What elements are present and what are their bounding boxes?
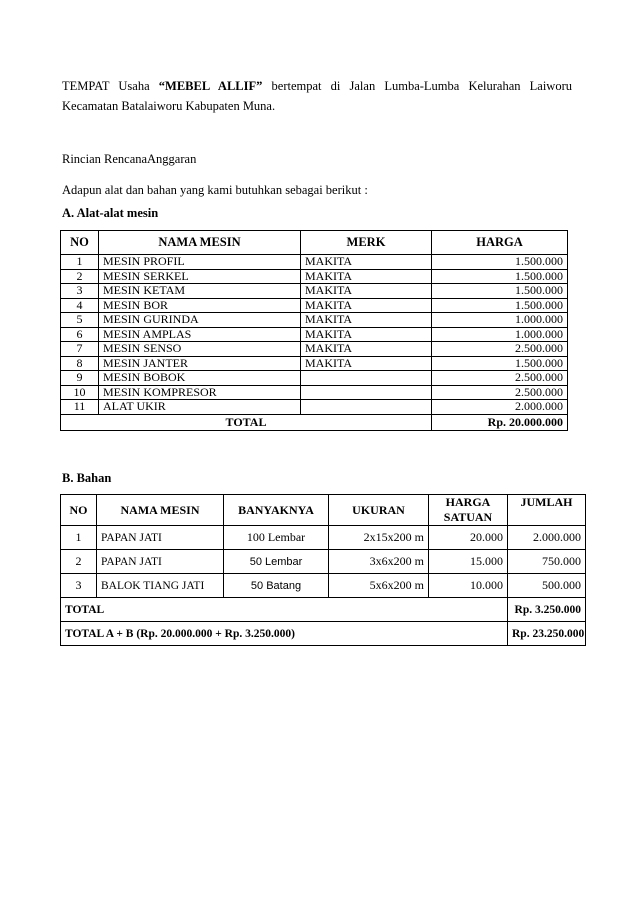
cell-harga: 2.000.000 [432, 400, 568, 415]
cell-nama-mesin: PAPAN JATI [97, 526, 224, 550]
table-row [61, 342, 568, 357]
table-row [61, 356, 568, 371]
cell-harga-satuan: 15.000 [429, 550, 508, 574]
grand-total-row [61, 622, 586, 646]
header-nama-mesin: NAMA MESIN [99, 231, 301, 255]
cell-no: 1 [61, 255, 99, 270]
cell-merk: MAKITA [301, 342, 432, 357]
cell-merk: MAKITA [301, 327, 432, 342]
table-row [61, 526, 586, 550]
header-jumlah: JUMLAH [508, 495, 586, 526]
table-row [61, 327, 568, 342]
header-no: NO [61, 231, 99, 255]
table-row [61, 298, 568, 313]
total-label: TOTAL [61, 598, 508, 622]
cell-harga: 1.500.000 [432, 255, 568, 270]
intro-suffix: bertempat di Jalan Lumba-Lumba Kelurahan Laiworu Kecamatan Batalaiworu Kabupaten Muna. [62, 79, 572, 113]
cell-ukuran: 5x6x200 m [329, 574, 429, 598]
cell-jumlah: 750.000 [508, 550, 586, 574]
table-row [61, 371, 568, 386]
cell-harga: 1.500.000 [432, 356, 568, 371]
total-value: Rp. 3.250.000 [508, 598, 586, 622]
cell-harga: 1.000.000 [432, 313, 568, 328]
cell-nama-mesin: MESIN PROFIL [99, 255, 301, 270]
intro-paragraph [62, 76, 572, 116]
table-header-row [61, 231, 568, 255]
table-row [61, 313, 568, 328]
cell-merk [301, 371, 432, 386]
table-row [61, 400, 568, 415]
cell-harga: 1.000.000 [432, 327, 568, 342]
grand-total-value: Rp. 23.250.000 [508, 622, 586, 646]
adapun-paragraph: Adapun alat dan bahan yang kami butuhkan sebagai berikut : [62, 183, 368, 197]
cell-no: 3 [61, 574, 97, 598]
cell-merk [301, 400, 432, 415]
cell-nama-mesin: MESIN BOBOK [99, 371, 301, 386]
cell-merk: MAKITA [301, 356, 432, 371]
header-banyaknya: BANYAKNYA [224, 495, 329, 526]
total-row [61, 414, 568, 430]
cell-no: 1 [61, 526, 97, 550]
header-merk: MERK [301, 231, 432, 255]
cell-no: 2 [61, 269, 99, 284]
cell-harga: 1.500.000 [432, 269, 568, 284]
cell-merk: MAKITA [301, 298, 432, 313]
cell-banyaknya: 100 Lembar [224, 526, 329, 550]
table-header-row [61, 495, 586, 526]
table-row [61, 385, 568, 400]
cell-no: 10 [61, 385, 99, 400]
cell-no: 2 [61, 550, 97, 574]
cell-no: 7 [61, 342, 99, 357]
cell-nama-mesin: MESIN KETAM [99, 284, 301, 299]
table-row [61, 550, 586, 574]
cell-no: 8 [61, 356, 99, 371]
cell-harga: 2.500.000 [432, 385, 568, 400]
cell-no: 9 [61, 371, 99, 386]
cell-harga: 1.500.000 [432, 298, 568, 313]
cell-merk [301, 385, 432, 400]
cell-nama-mesin: MESIN AMPLAS [99, 327, 301, 342]
section-a-heading: A. Alat-alat mesin [62, 206, 159, 220]
cell-merk: MAKITA [301, 313, 432, 328]
cell-jumlah: 2.000.000 [508, 526, 586, 550]
machines-table [60, 230, 568, 431]
table-row [61, 255, 568, 270]
cell-no: 6 [61, 327, 99, 342]
cell-no: 4 [61, 298, 99, 313]
total-value: Rp. 20.000.000 [432, 414, 568, 430]
cell-harga: 1.500.000 [432, 284, 568, 299]
cell-jumlah: 500.000 [508, 574, 586, 598]
business-name: “MEBEL ALLIF” [158, 79, 263, 93]
header-no: NO [61, 495, 97, 526]
rincian-heading: Rincian RencanaAnggaran [62, 152, 197, 166]
total-row [61, 598, 586, 622]
header-harga-satuan: HARGA SATUAN [429, 495, 508, 526]
cell-nama-mesin: ALAT UKIR [99, 400, 301, 415]
cell-nama-mesin: MESIN GURINDA [99, 313, 301, 328]
table-row [61, 269, 568, 284]
cell-harga: 2.500.000 [432, 371, 568, 386]
cell-harga-satuan: 10.000 [429, 574, 508, 598]
cell-nama-mesin: MESIN KOMPRESOR [99, 385, 301, 400]
materials-table [60, 494, 586, 646]
grand-total-label: TOTAL A + B (Rp. 20.000.000 + Rp. 3.250.000) [61, 622, 508, 646]
cell-nama-mesin: BALOK TIANG JATI [97, 574, 224, 598]
total-label: TOTAL [61, 414, 432, 430]
section-b-heading: B. Bahan [62, 471, 112, 485]
intro-prefix: TEMPAT Usaha [62, 79, 159, 93]
cell-merk: MAKITA [301, 255, 432, 270]
cell-nama-mesin: PAPAN JATI [97, 550, 224, 574]
cell-nama-mesin: MESIN JANTER [99, 356, 301, 371]
table-row [61, 574, 586, 598]
cell-harga-satuan: 20.000 [429, 526, 508, 550]
header-nama-mesin: NAMA MESIN [97, 495, 224, 526]
header-harga: HARGA [432, 231, 568, 255]
cell-ukuran: 2x15x200 m [329, 526, 429, 550]
cell-merk: MAKITA [301, 284, 432, 299]
cell-nama-mesin: MESIN SENSO [99, 342, 301, 357]
cell-no: 11 [61, 400, 99, 415]
cell-banyaknya: 50 Batang [224, 574, 329, 598]
cell-merk: MAKITA [301, 269, 432, 284]
cell-harga: 2.500.000 [432, 342, 568, 357]
cell-no: 3 [61, 284, 99, 299]
cell-ukuran: 3x6x200 m [329, 550, 429, 574]
cell-nama-mesin: MESIN SERKEL [99, 269, 301, 284]
cell-banyaknya: 50 Lembar [224, 550, 329, 574]
cell-no: 5 [61, 313, 99, 328]
cell-nama-mesin: MESIN BOR [99, 298, 301, 313]
header-ukuran: UKURAN [329, 495, 429, 526]
table-row [61, 284, 568, 299]
